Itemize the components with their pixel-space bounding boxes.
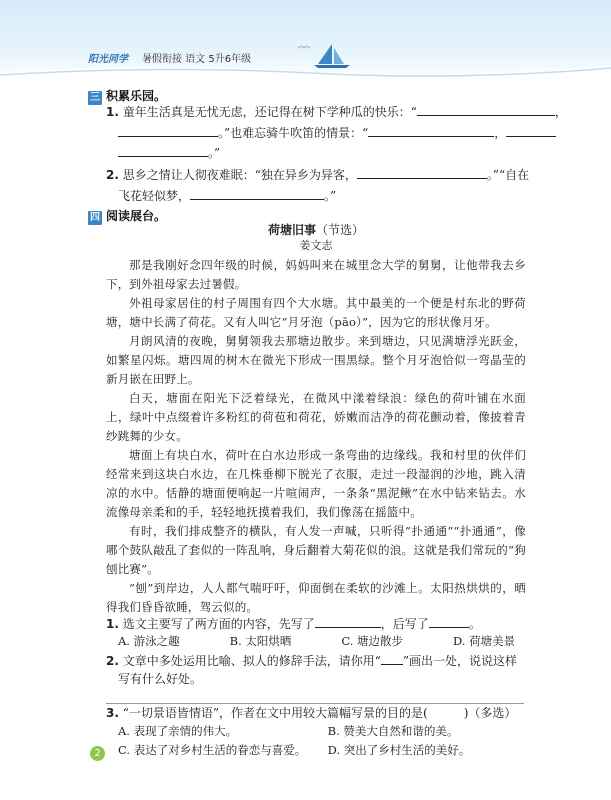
s3-q1-blank2[interactable] — [118, 124, 218, 137]
s4-q1-options — [118, 633, 515, 649]
paragraph: 月朗风清的夜晚，舅舅领我去那塘边散步。来到塘边，只见满塘浮光跃金，如繁星闪烁。塘四周的树木在微光下形成一围黑绿。整个月牙泡恰似一弯晶莹的新月嵌在田野上。 — [106, 334, 526, 386]
paragraph: “刨”到岸边，人人都气喘吁吁，仰面倒在柔软的沙滩上。太阳热烘烘的，晒得我们昏昏欲睡，驾云似的。 — [106, 581, 526, 614]
s4-q1-text-b: ，后写了 — [380, 617, 429, 631]
page-number: 2 — [90, 746, 105, 761]
s4-q1-text-a: 选文主要写了两方面的内容，先写了 — [122, 617, 315, 631]
paragraph: 那是我刚好念四年级的时候，妈妈叫来在城里念大学的舅舅，让他带我去乡下，到外祖母家去过暑假。 — [106, 258, 526, 291]
s4-q3-option-a[interactable]: A. 表现了亲情的伟大。 — [118, 724, 238, 738]
s4-q2-text-a: 文章中多处运用比喻、拟人的修辞手法，请你用“ — [122, 654, 381, 668]
s4-q2-text-b: ”画出一处，说说这样 — [402, 654, 518, 668]
section-3-icon: 三 — [90, 92, 100, 103]
paragraph: 塘面上有块白水，荷叶在白水边形成一条弯曲的边缘线。我和村里的伙伴们经常来到这块白水边，在几株垂柳下脱光了衣服，走过一段湿润的沙地，跳入清凉的水中。恬静的塘面便响起一片喧闹声，一条条“黑泥鳅”在水中钻来钻去。水流像母亲柔和的手，轻轻地抚摸着我们，我们像荡在摇篮中。 — [106, 448, 526, 519]
s4-q1-option-b[interactable]: B. 太阳烘晒 — [229, 634, 292, 648]
s4-q1-line — [106, 615, 481, 632]
paragraph: 外祖母家居住的村子周围有四个大水塘。其中最美的一个便是村东北的野荷塘，塘中长满了荷花。又有人叫它“月牙泡（pāo）”，因为它的形状像月牙。 — [106, 296, 526, 329]
s3-q2-number: 2. — [106, 168, 119, 182]
s3-q1-blank4[interactable] — [506, 124, 556, 137]
s4-q1-option-c[interactable]: C. 塘边散步 — [341, 634, 404, 648]
s4-q1-option-a[interactable]: A. 游泳之趣 — [118, 634, 180, 648]
s4-q1-blank2[interactable] — [429, 615, 469, 628]
s3-q1-punct2: ， — [494, 126, 507, 140]
s3-q2-punct: 。” — [324, 189, 337, 203]
paragraph: 有时，我们排成整齐的横队，有人发一声喊，只听得“扑通通”“扑通通”，像哪个鼓队敲乱了套似的一阵乱响，身后翻着大菊花似的浪。这就是我们常玩的“狗刨比赛”。 — [106, 524, 526, 576]
s4-q3-option-d[interactable]: D. 突出了乡村生活的美好。 — [327, 743, 471, 757]
s3-q1-blank3[interactable] — [368, 124, 494, 137]
page-header — [0, 0, 611, 78]
s3-q2-text3: 飞花轻似梦， — [118, 189, 191, 203]
s3-q2-line1 — [106, 166, 529, 183]
article-title-note: （节选） — [316, 223, 365, 237]
s4-q2-text-c: 写有什么好处。 — [118, 672, 203, 686]
s4-q2-line2 — [118, 671, 202, 687]
s4-q2-underline-sample — [381, 652, 403, 665]
s4-q3-option-c[interactable]: C. 表达了对乡村生活的眷恋与喜爱。 — [118, 743, 307, 757]
article-title: 荷塘旧事 — [267, 223, 316, 237]
s4-q3-text: “一切景语皆情语”，作者在文中用较大篇幅写景的目的是( )（多选） — [122, 706, 517, 720]
article-author: 姜文志 — [299, 239, 333, 252]
section-3-title: 积累乐园。 — [106, 89, 167, 103]
s3-q1-blank5[interactable] — [118, 144, 208, 157]
s4-q3-line — [106, 705, 516, 721]
s4-q3-number: 3. — [106, 706, 119, 720]
s4-q2-number: 2. — [106, 654, 119, 668]
section-4-icon: 四 — [90, 212, 100, 223]
s3-q2-blank1[interactable] — [357, 166, 487, 179]
s4-q3-options-row2 — [118, 742, 470, 758]
s4-q1-text-c: 。 — [468, 617, 481, 631]
author-row — [106, 238, 526, 254]
article-body — [106, 256, 526, 617]
s3-q2-text2: 。”“自在 — [486, 168, 530, 182]
sailboat-icon — [296, 40, 366, 70]
s3-q2-line2 — [118, 187, 336, 204]
s4-q1-number: 1. — [106, 617, 119, 631]
s4-q3-option-b[interactable]: B. 赞美大自然和谐的美。 — [327, 724, 459, 738]
brand-logo: 阳光同学 — [88, 54, 128, 65]
s3-q1-line1 — [106, 103, 567, 120]
s3-q1-blank1[interactable] — [417, 103, 555, 116]
s3-q1-text1: 童年生活真是无忧无虑，还记得在树下学种瓜的快乐：“ — [122, 105, 417, 119]
s4-q3-options-row1 — [118, 723, 458, 739]
s3-q1-line2 — [118, 124, 556, 141]
s4-q1-blank1[interactable] — [315, 615, 381, 628]
article-title-row — [106, 222, 526, 238]
s4-q2-line1 — [106, 652, 517, 669]
s3-q1-line3 — [118, 144, 220, 161]
s3-q1-number: 1. — [106, 105, 119, 119]
s3-q2-blank2[interactable] — [190, 187, 324, 200]
s4-q2-answer-line[interactable] — [106, 703, 524, 704]
s3-q1-punct3: 。” — [208, 146, 221, 160]
paragraph: 白天，塘面在阳光下泛着绿光，在微风中漾着绿浪：绿色的荷叶铺在水面上，绿叶中点缀着许多粉红的荷苞和荷花，娇嫩而洁净的荷花颤动着，像披着青纱跳舞的少女。 — [106, 391, 526, 443]
s4-q1-option-d[interactable]: D. 荷塘美景 — [452, 634, 516, 648]
s3-q1-text2: 。”也难忘骑牛吹笛的情景：“ — [218, 126, 369, 140]
s3-q1-punct1: ， — [554, 105, 567, 119]
s3-q2-text1: 思乡之情让人彻夜难眠：“独在异乡为异客， — [122, 168, 357, 182]
series-label: 暑假衔接 语文 5升6年级 — [142, 54, 252, 65]
section-4-title: 阅读展台。 — [106, 209, 167, 223]
